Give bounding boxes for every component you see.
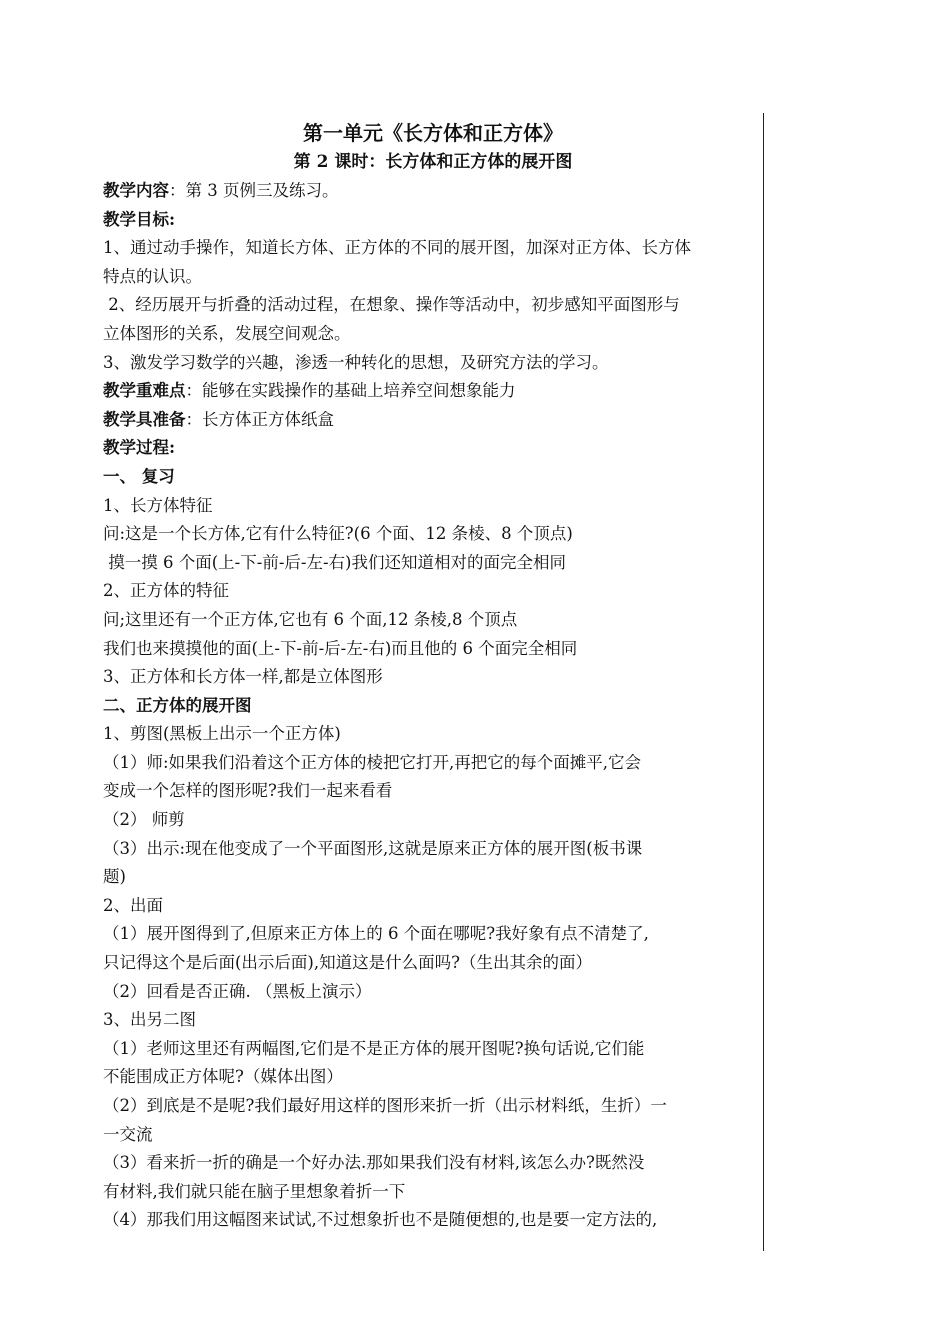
text-line [103,920,753,949]
text-line [103,835,753,864]
text-line [103,606,753,635]
line-label: 教学目标: [103,209,176,229]
text-line [103,291,753,320]
text-line [103,1063,753,1092]
text-line [103,377,753,406]
line-text: （2）到底是不是呢?我们最好用这样的图形来折一折（出示材料纸，生折）一 [103,1096,667,1115]
line-text: 立体图形的关系，发展空间观念。 [103,323,351,343]
line-text: 1、通过动手操作，知道长方体、正方体的不同的展开图，加深对正方体、长方体 [103,238,691,258]
line-text: 我们也来摸摸他的面(上-下-前-后-左-右)而且他的 6 个面完全相同 [103,638,578,658]
line-text: 有材料,我们就只能在脑子里想象着折一下 [103,1181,406,1201]
text-line [103,349,753,378]
line-text: 2、经历展开与折叠的活动过程，在想象、操作等活动中，初步感知平面图形与 [103,295,680,315]
line-text: （3）看来折一折的确是一个好办法.那如果我们没有材料,该怎么办?既然没 [103,1153,645,1173]
text-line [103,1035,753,1064]
line-text: （1）师:如果我们沿着这个正方体的棱把它打开,再把它的每个面摊平,它会 [103,752,642,772]
text-line [103,978,753,1007]
text-line [103,692,753,721]
line-text: 1、剪图(黑板上出示一个正方体) [103,724,341,744]
line-text: （4）那我们用这幅图来试试,不过想象折也不是随便想的,也是要一定方法的, [103,1210,658,1230]
line-label: 一、 复习 [103,466,175,486]
lesson-body [103,177,753,1235]
text-line [103,520,753,549]
text-line [103,1178,753,1207]
text-line [103,1092,753,1121]
line-text: 3、激发学习数学的兴趣，渗透一种转化的思想，及研究方法的学习。 [103,352,609,372]
line-text: 一交流 [103,1124,153,1144]
line-text: 3、出另二图 [103,1010,196,1030]
text-line [103,492,753,521]
text-line [103,577,753,606]
text-line [103,1121,753,1150]
line-text: 题) [103,867,126,887]
text-line [103,1206,753,1235]
text-line [103,549,753,578]
line-text: （3）出示:现在他变成了一个平面图形,这就是原来正方体的展开图(板书课 [103,838,643,858]
lesson-title: 第 2 课时：长方体和正方体的展开图 [293,152,573,172]
line-text: ：长方体正方体纸盒 [185,409,334,429]
text-line [103,320,753,349]
text-line [103,720,753,749]
text-line [103,263,753,292]
text-line [103,234,753,263]
line-label: 教学内容 [103,181,169,200]
line-text: ：能够在实践操作的基础上培养空间想象能力 [185,381,516,401]
line-label: 教学具准备 [103,409,186,429]
text-line [103,749,753,778]
line-label: 教学过程: [103,438,176,458]
text-line [103,177,753,206]
line-text: 问:这是一个长方体,它有什么特征?(6 个面、12 条棱、8 个顶点) [103,524,573,544]
line-text: 1、长方体特征 [103,495,213,515]
unit-title: 第一单元《长方体和正方体》 [303,121,563,145]
line-text: ：第 3 页例三及练习。 [169,181,339,200]
line-text: （1）老师这里还有两幅图,它们是不是正方体的展开图呢?换句话说,它们能 [103,1038,645,1058]
line-text: （1）展开图得到了,但原来正方体上的 6 个面在哪呢?我好象有点不清楚了, [103,924,649,944]
text-line [103,635,753,664]
line-label: 二、正方体的展开图 [103,695,252,715]
line-text: 只记得这个是后面(出示后面),知道这是什么面吗?（生出其余的面） [103,953,592,973]
text-line [103,806,753,835]
text-line [103,949,753,978]
line-text: 特点的认识。 [103,266,202,286]
text-line [103,434,753,463]
text-line [103,663,753,692]
text-line [103,406,753,435]
line-text: 2、正方体的特征 [103,581,229,601]
text-line [103,1149,753,1178]
line-text: 摸一摸 6 个面(上-下-前-后-左-右)我们还知道相对的面完全相同 [103,552,566,572]
text-line [103,1006,753,1035]
text-line [103,863,753,892]
line-text: 3、正方体和长方体一样,都是立体图形 [103,667,383,687]
line-text: 变成一个怎样的图形呢?我们一起来看看 [103,781,393,801]
text-line [103,463,753,492]
line-text: （2） 师剪 [103,810,185,830]
line-text: 问;这里还有一个正方体,它也有 6 个面,12 条棱,8 个顶点 [103,609,518,629]
line-text: （2）回看是否正确. （黑板上演示） [103,981,372,1001]
line-label: 教学重难点 [103,381,186,401]
line-text: 2、出面 [103,895,163,915]
right-margin-rule [763,113,764,1251]
line-text: 不能围成正方体呢?（媒体出图） [103,1067,343,1087]
text-line [103,777,753,806]
text-line [103,892,753,921]
text-line [103,206,753,235]
